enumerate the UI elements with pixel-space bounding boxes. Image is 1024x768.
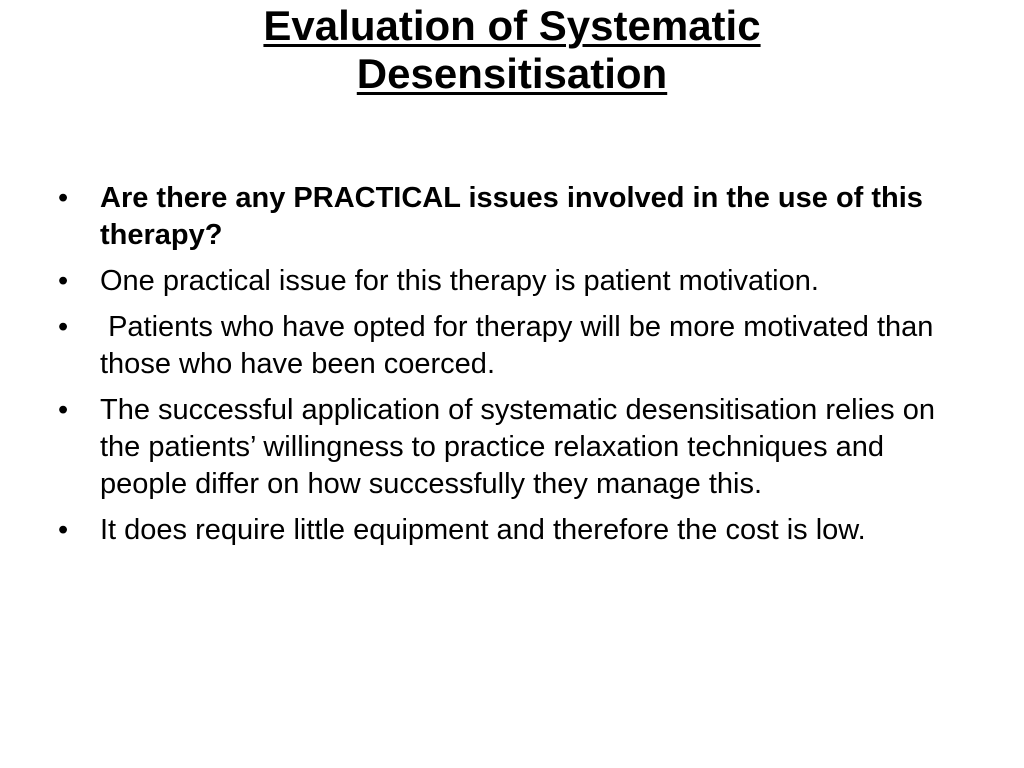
bullet-text: One practical issue for this therapy is patient motivation. bbox=[100, 265, 819, 297]
bullet-item-cost bbox=[56, 512, 968, 549]
bullet-item-opted bbox=[56, 309, 968, 383]
slide-title bbox=[60, 2, 964, 98]
bullet-icon: • bbox=[58, 265, 69, 297]
bullet-text: Are there any PRACTICAL issues involved in the use of this therapy? bbox=[100, 182, 923, 251]
bullet-item-application bbox=[56, 392, 968, 503]
slide-title-line-1: Evaluation of Systematic bbox=[263, 2, 761, 49]
bullet-icon: • bbox=[58, 514, 69, 546]
bullet-list bbox=[56, 180, 968, 558]
slide-title-line-2: Desensitisation bbox=[356, 50, 668, 97]
bullet-text: The successful application of systematic desensitisation relies on the patients’ willingness to practice relaxation techniques and people differ on how successfully they manage this. bbox=[100, 394, 935, 500]
bullet-icon: • bbox=[58, 394, 69, 426]
bullet-icon: • bbox=[58, 182, 69, 214]
bullet-text: It does require little equipment and therefore the cost is low. bbox=[100, 514, 866, 546]
bullet-item-question bbox=[56, 180, 968, 254]
bullet-icon: • bbox=[58, 311, 69, 343]
bullet-text: Patients who have opted for therapy will be more motivated than those who have been coerced. bbox=[100, 311, 942, 380]
bullet-item-motivation bbox=[56, 263, 968, 300]
